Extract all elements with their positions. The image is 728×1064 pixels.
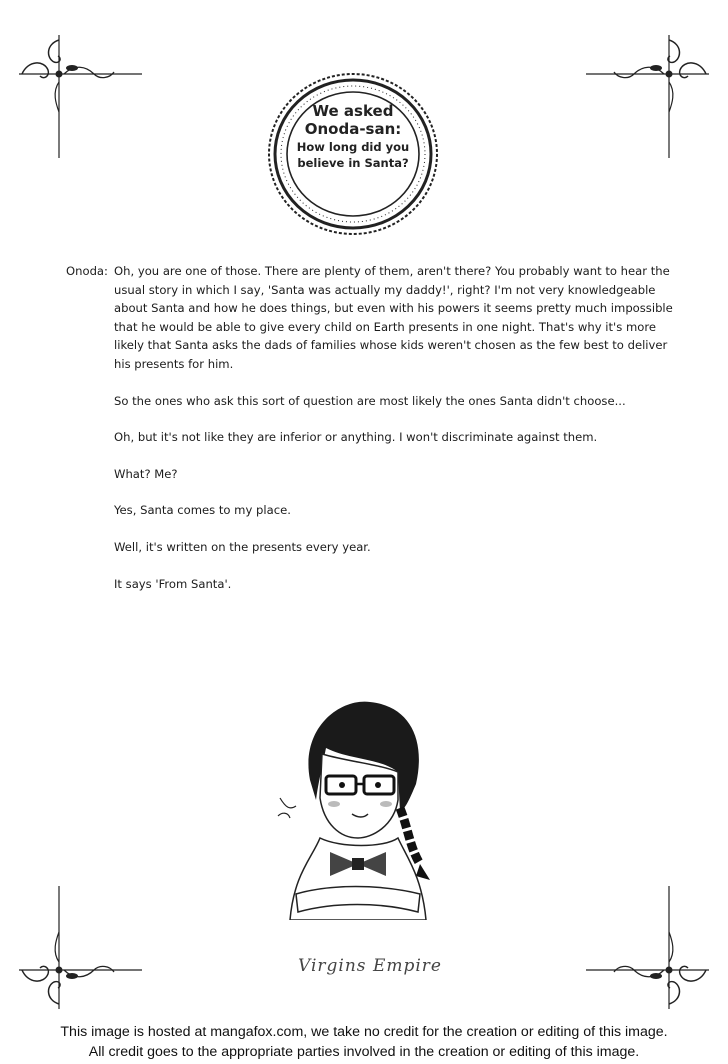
title-seal: [263, 68, 443, 240]
paragraph: Well, it's written on the presents every year.: [114, 539, 371, 554]
footer-line-1: This image is hosted at mangafox.com, we take no credit for the creation or editing of this image.: [60, 1024, 668, 1040]
girl-with-glasses-icon: [260, 688, 450, 920]
corner-flourish-top-left: [14, 30, 144, 160]
flourish-icon: [584, 30, 714, 160]
artist-signature: Virgins Empire: [298, 956, 442, 976]
question-line-1: How long did you: [296, 140, 410, 154]
question-line-2: believe in Santa?: [297, 156, 409, 170]
title-line-2: Onoda-san:: [304, 120, 402, 138]
seal-text: [285, 102, 421, 170]
paragraph: Oh, but it's not like they are inferior or anything. I won't discriminate against them.: [114, 430, 598, 445]
corner-flourish-bottom-right: [584, 884, 714, 1014]
interview-text: [66, 262, 678, 611]
flourish-icon: [584, 884, 714, 1014]
paragraph: Yes, Santa comes to my place.: [114, 503, 291, 518]
paragraph-text: Oh, you are one of those. There are plenty of them, aren't there? You probably want to hear the usual story in which I say, 'Santa was actually my daddy!', right? I'm not very knowledgeable about Santa and how he does things, but even with his powers it seems pretty much impossible that he would be able to give every child on Earth presents in one night. That's why it's more likely that Santa asks the dads of families whose kids weren't chosen as the few best to deliver his presents for him.: [114, 264, 673, 371]
paragraph: So the ones who ask this sort of question are most likely the ones Santa didn't choose...: [114, 393, 626, 408]
corner-flourish-top-right: [584, 30, 714, 160]
flourish-icon: [14, 30, 144, 160]
paragraph: What? Me?: [114, 466, 178, 481]
hosting-footer: [0, 1022, 728, 1062]
title-line-1: We asked: [312, 102, 394, 120]
paragraph: It says 'From Santa'.: [114, 576, 232, 591]
speaker-label: Onoda:: [66, 264, 108, 278]
footer-line-2: All credit goes to the appropriate parties involved in the creation or editing of this image.: [88, 1044, 640, 1060]
flourish-icon: [14, 884, 144, 1014]
paragraph: [66, 262, 678, 374]
onoda-illustration: [260, 688, 450, 920]
corner-flourish-bottom-left: [14, 884, 144, 1014]
